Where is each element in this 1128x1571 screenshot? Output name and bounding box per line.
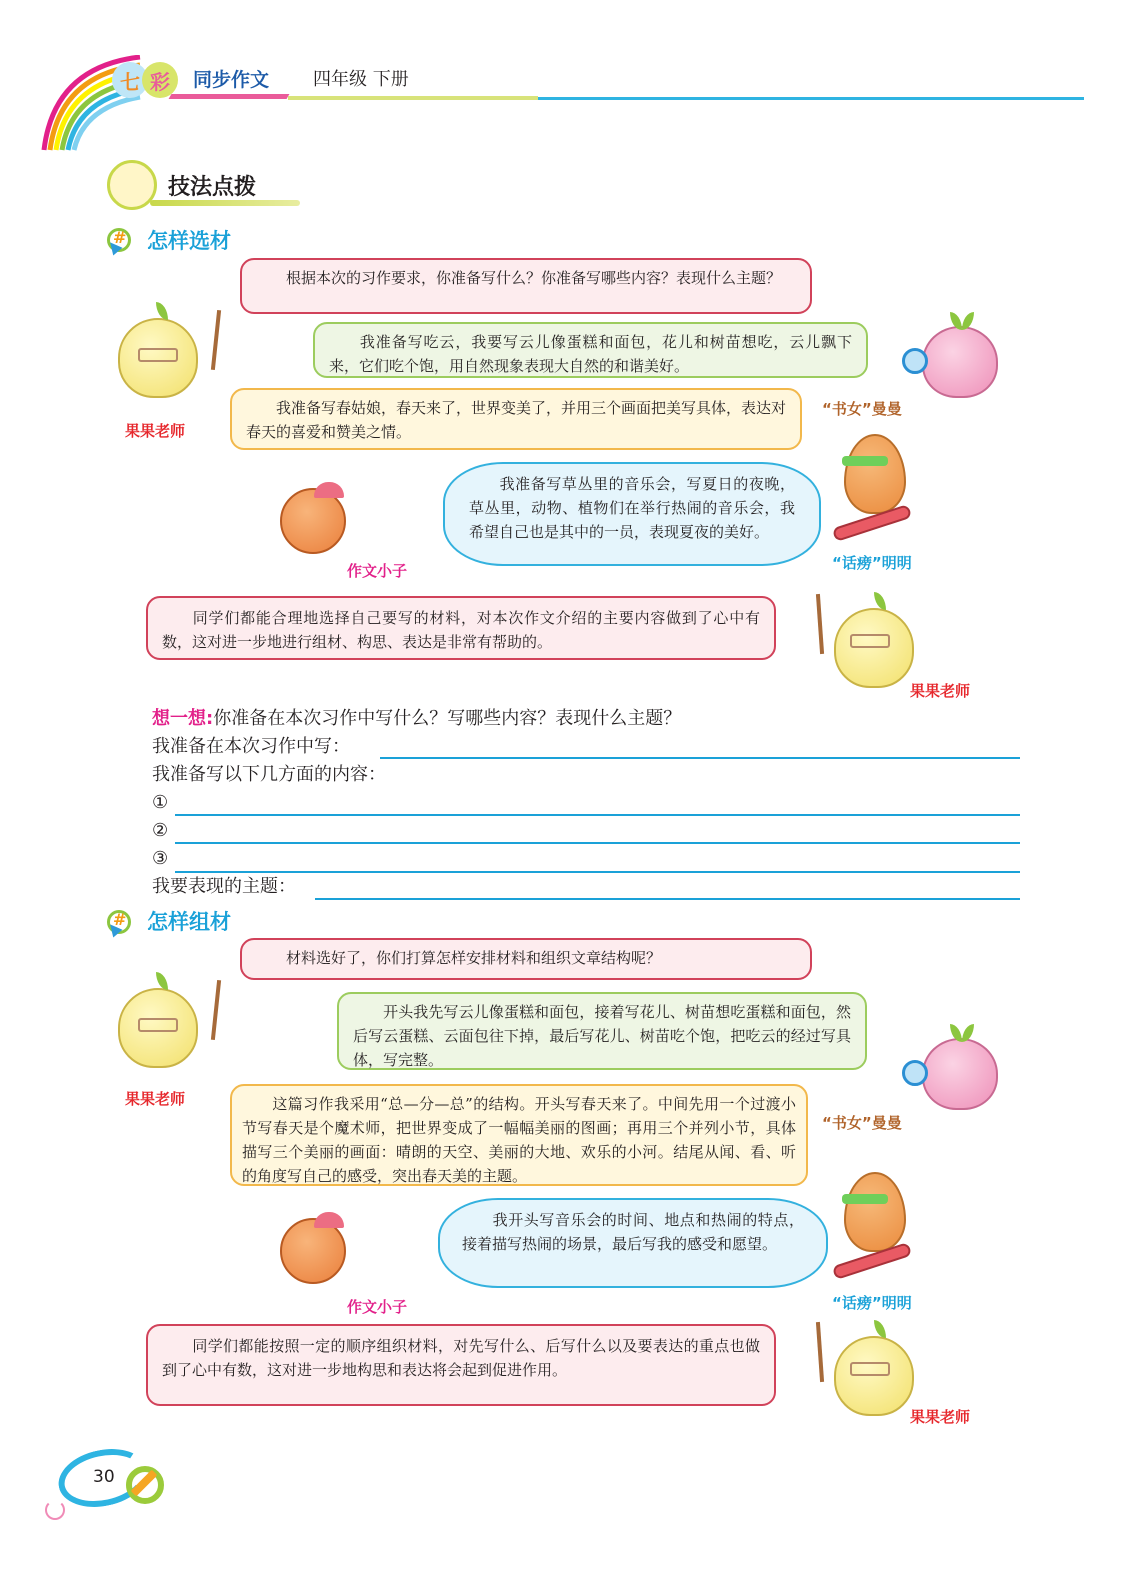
bubble-text: 根据本次的习作要求，你准备写什么？你准备写哪些内容？表现什么主题？ [286, 269, 782, 287]
fill-in-line-item-2[interactable] [175, 842, 1020, 844]
page-number: 30 [93, 1467, 115, 1487]
fill-in-line-topic[interactable] [380, 757, 1020, 759]
speaker-name-teacher: 果果老师 [910, 1408, 971, 1426]
think-prompt [152, 706, 681, 732]
speech-bubble-teacher-question [240, 258, 812, 314]
speech-bubble-zuowen-xiaozi [230, 388, 802, 450]
bubble-text: 开头我先写云儿像蛋糕和面包，接着写花儿、树苗想吃蛋糕和面包，然后写云蛋糕、云面包往下掉，最后写花儿、树苗吃个饱，把吃云的经过写具体，写完整。 [353, 1003, 851, 1069]
teacher-apple-character [118, 300, 218, 415]
think-question: 你准备在本次习作中写什么？写哪些内容？表现什么主题？ [213, 708, 682, 729]
bubble-text: 这篇习作我采用“总—分—总”的结构。开头写春天来了。中间先用一个过渡小节写春天是个魔术师，把世界变成了一幅幅美丽的图画；再用三个并列小节，具体描写三个美丽的画面：晴朗的天空、美丽的大地、欢乐的小河。结尾从闻、看、听的角度写自己的感受，突出春天美的主题。 [242, 1095, 796, 1185]
thought-bubble-mingming [438, 1198, 828, 1288]
fill-in-line-item-1[interactable] [175, 814, 1020, 816]
fill-in-line-item-3[interactable] [175, 871, 1020, 873]
bubble-text: 我准备写吃云，我要写云儿像蛋糕和面包，花儿和树苗想吃，云儿飘下来，它们吃个饱，用自然现象表现大自然的和谐美好。 [329, 333, 852, 375]
globe-arrow-icon [107, 910, 131, 934]
bubble-text: 我准备写春姑娘，春天来了，世界变美了，并用三个画面把美写具体，表达对春天的喜爱和赞美之情。 [246, 399, 787, 441]
pink-ring-decoration-icon [45, 1500, 65, 1520]
mingming-mango-skateboard-character [826, 1168, 926, 1288]
speech-bubble-manman [313, 322, 868, 378]
speech-bubble-zuowen-xiaozi [230, 1084, 808, 1186]
zuowen-xiaozi-orange-character [268, 1200, 368, 1300]
speaker-name-zuowen-xiaozi: 作文小子 [347, 562, 408, 580]
header-divider-yellow [288, 96, 538, 100]
speaker-name-mingming: “话痨”明明 [832, 554, 912, 572]
speech-bubble-teacher-summary [146, 596, 776, 660]
globe-arrow-icon [107, 228, 131, 252]
speaker-name-teacher: 果果老师 [910, 682, 971, 700]
header-divider-blue [538, 97, 1084, 100]
speech-bubble-manman [337, 992, 867, 1070]
manman-pink-apple-character [900, 1020, 1010, 1130]
speaker-name-manman: “书女”曼曼 [822, 1114, 902, 1132]
mingming-mango-skateboard-character [826, 430, 926, 550]
bubble-text: 同学们都能按照一定的顺序组织材料，对先写什么、后写什么以及要表达的重点也做到了心中有数，这对进一步地构思和表达将会起到促进作用。 [162, 1337, 760, 1379]
skill-section-title: 技法点拨 [168, 175, 257, 200]
speaker-name-zuowen-xiaozi: 作文小子 [347, 1298, 408, 1316]
content-item-1-marker: ① [152, 792, 169, 813]
series-badge-qi: 七 [112, 62, 148, 98]
book-series-title: 同步作文 [193, 69, 270, 91]
grade-label: 四年级 下册 [313, 69, 409, 90]
speech-bubble-teacher-question [240, 938, 812, 980]
bubble-text: 我准备写草丛里的音乐会，写夏日的夜晚，草丛里，动物、植物们在举行热闹的音乐会，我希望自己也是其中的一员，表现夏夜的美好。 [469, 475, 795, 541]
series-badge-cai: 彩 [142, 62, 178, 98]
teacher-apple-character [118, 970, 218, 1085]
bubble-text: 同学们都能合理地选择自己要写的材料，对本次作文介绍的主要内容做到了心中有数，这对进一步地进行组材、构思、表达是非常有帮助的。 [162, 609, 760, 651]
fill-label-theme: 我要表现的主题： [152, 876, 296, 897]
header-divider-pink [169, 94, 290, 99]
speech-bubble-teacher-summary [146, 1324, 776, 1406]
think-label: 想一想: [152, 708, 214, 729]
speaker-name-manman: “书女”曼曼 [822, 400, 902, 418]
thought-bubble-mingming [443, 462, 821, 566]
content-item-2-marker: ② [152, 820, 169, 841]
speaker-name-mingming: “话痨”明明 [832, 1294, 912, 1312]
teacher-apple-character [810, 1318, 920, 1428]
content-item-3-marker: ③ [152, 848, 169, 869]
fill-label-content: 我准备写以下几方面的内容： [152, 764, 386, 785]
section-title-choose-material: 怎样选材 [147, 228, 231, 253]
teacher-apple-character [810, 590, 920, 700]
fill-in-line-theme[interactable] [315, 898, 1020, 900]
speaker-name-teacher: 果果老师 [125, 422, 186, 440]
fill-label-topic: 我准备在本次习作中写： [152, 736, 350, 757]
manman-pink-apple-character [900, 308, 1010, 418]
bubble-text: 我开头写音乐会的时间、地点和热闹的特点，接着描写热闹的场景，最后写我的感受和愿望。 [462, 1211, 804, 1253]
zuowen-xiaozi-orange-character [268, 470, 368, 570]
section-title-organize-material: 怎样组材 [147, 909, 231, 934]
bubble-text: 材料选好了，你们打算怎样安排材料和组织文章结构呢？ [286, 949, 662, 967]
speaker-name-teacher: 果果老师 [125, 1090, 186, 1108]
